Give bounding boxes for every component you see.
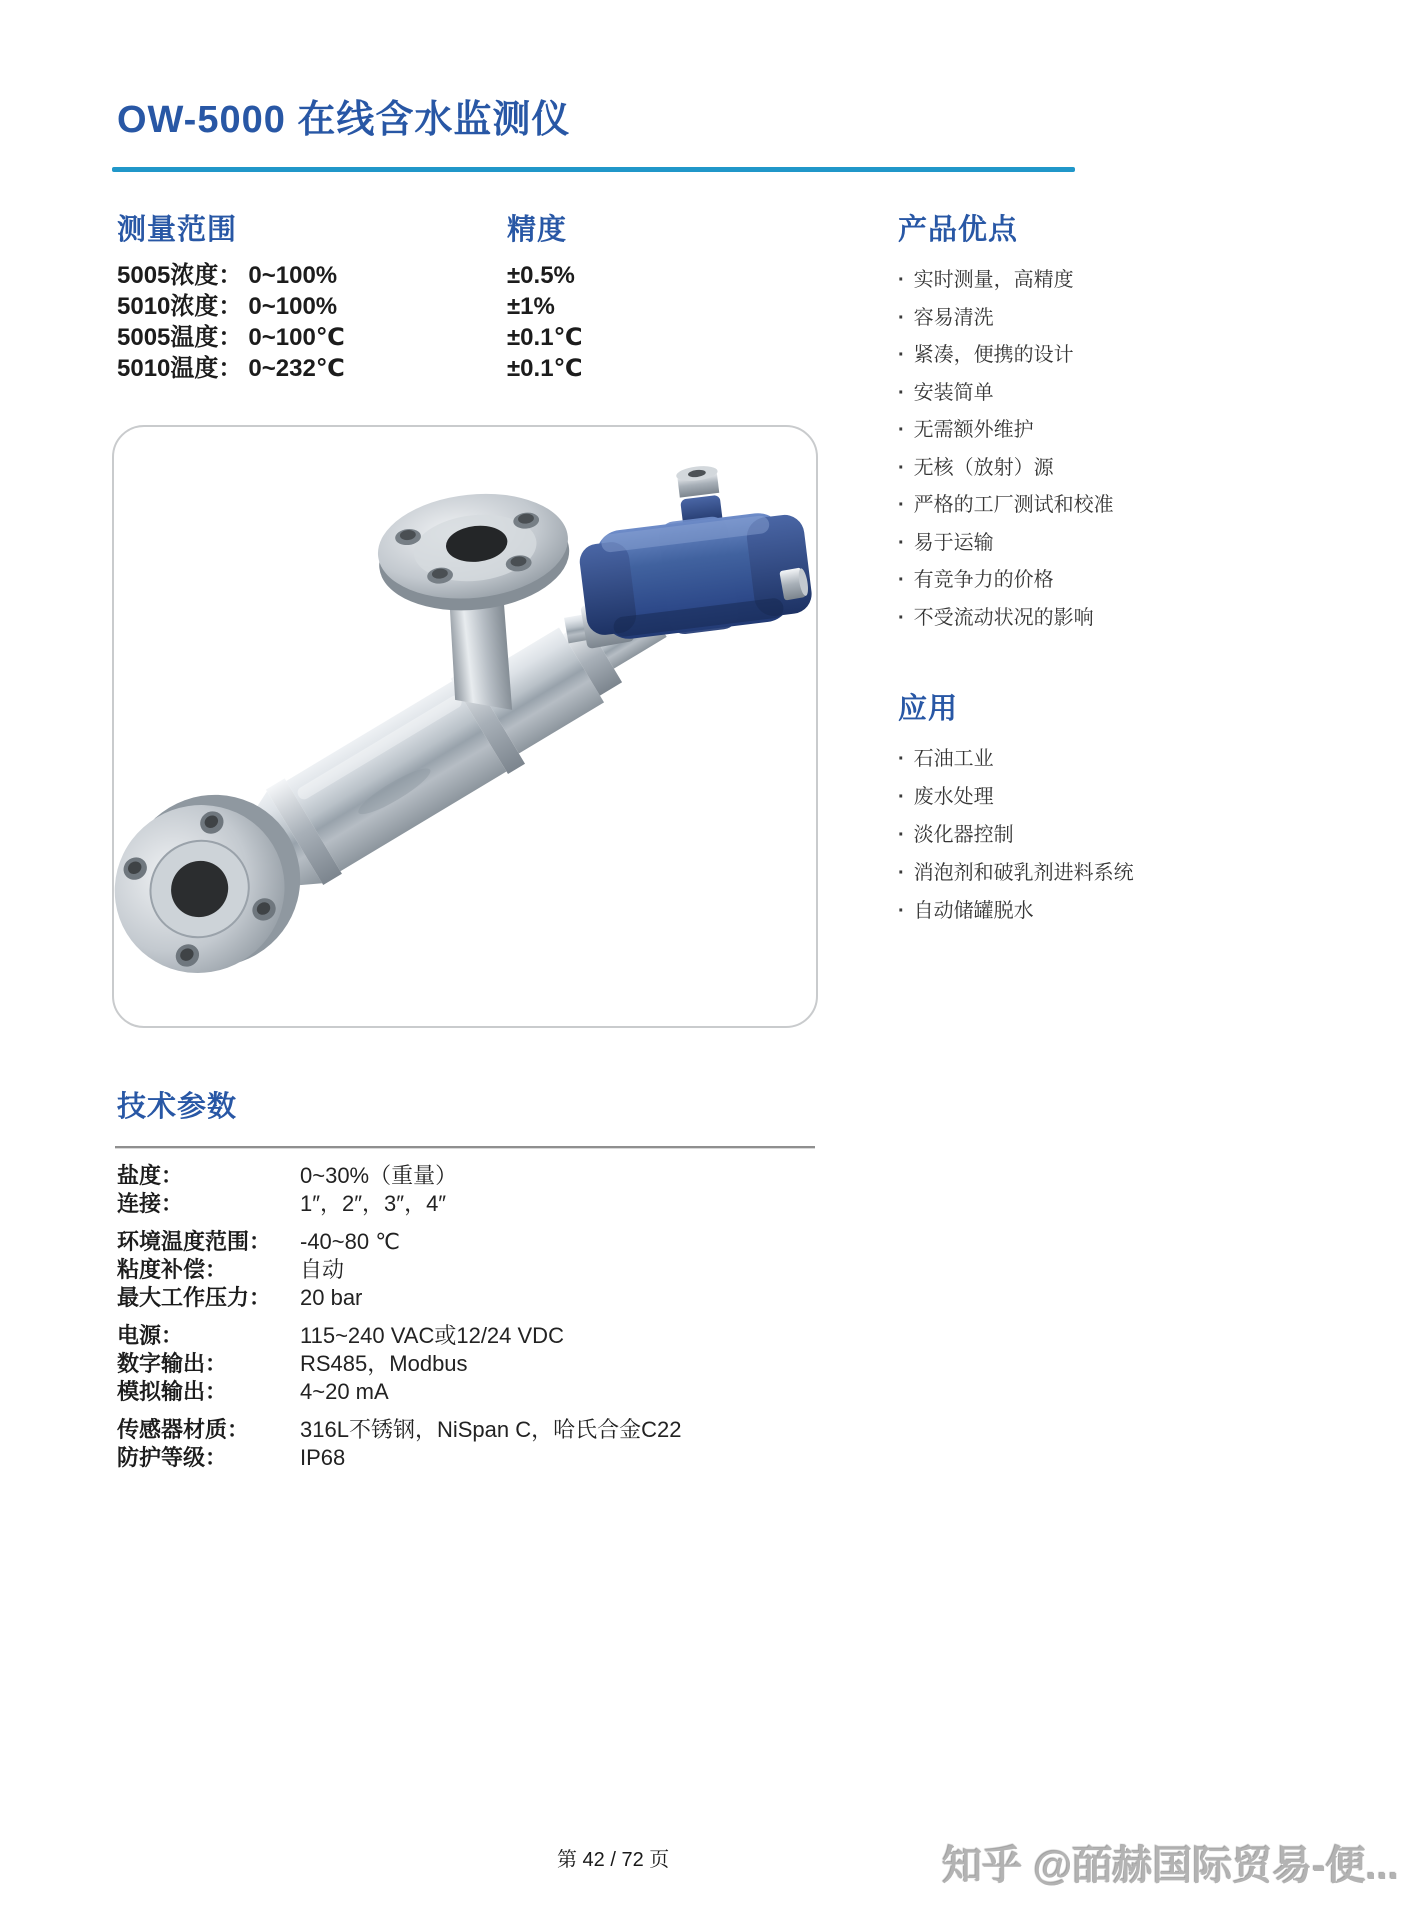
watermark: 知乎 @皕赫国际贸易-便... (942, 1844, 1399, 1888)
measurement-label: 5005浓度： (117, 262, 243, 289)
application-item: · 石油工业 (898, 740, 1134, 778)
accuracy-values (507, 260, 583, 384)
measurement-row (117, 291, 345, 322)
transmitter-housing (570, 454, 815, 645)
spec-label: 防护等级： (117, 1445, 228, 1470)
measurement-value: 0~232℃ (248, 355, 345, 382)
spec-label: 数字输出： (117, 1351, 228, 1376)
spec-row (117, 1322, 681, 1350)
spec-value: 20 bar (300, 1285, 363, 1310)
spec-row (117, 1416, 681, 1444)
spec-value: 1″，2″，3″，4″ (300, 1191, 447, 1216)
advantage-item: · 实时测量，高精度 (898, 262, 1114, 300)
accuracy-heading: 精度 (507, 214, 568, 246)
measurement-rows (117, 260, 345, 384)
advantage-item: · 无核（放射）源 (898, 450, 1114, 488)
advantage-item: · 无需额外维护 (898, 412, 1114, 450)
spec-row (117, 1162, 681, 1190)
application-item: · 废水处理 (898, 778, 1134, 816)
spec-row (117, 1284, 681, 1312)
applications-list (898, 740, 1134, 930)
accuracy-value: ±0.1℃ (507, 324, 583, 351)
spec-label: 传感器材质： (117, 1417, 250, 1442)
spec-value: 0~30%（重量） (300, 1163, 458, 1188)
spec-group-material (117, 1416, 681, 1472)
measurement-label: 5010浓度： (117, 293, 243, 320)
advantage-item: · 紧凑，便携的设计 (898, 337, 1114, 375)
spec-group-ranges (117, 1162, 681, 1218)
advantage-item: · 有竞争力的价格 (898, 562, 1114, 600)
specs-table (117, 1162, 681, 1482)
advantages-heading: 产品优点 (898, 214, 1019, 246)
advantages-list (898, 262, 1114, 637)
spec-group-electrical (117, 1322, 681, 1406)
product-image-box (112, 425, 818, 1028)
measurement-value: 0~100% (248, 262, 338, 289)
spec-value: IP68 (300, 1445, 346, 1470)
transmitter-cap (675, 464, 720, 498)
spec-value: 316L不锈钢，NiSpan C，哈氏合金C22 (300, 1417, 682, 1442)
page-number: 第 42 / 72 页 (557, 1849, 670, 1871)
measurement-row (117, 353, 345, 384)
spec-label: 模拟输出： (117, 1379, 228, 1404)
measurement-row (117, 260, 345, 291)
applications-heading: 应用 (898, 693, 959, 725)
measurement-row (117, 322, 345, 353)
specs-heading: 技术参数 (117, 1091, 238, 1123)
application-item: · 自动储罐脱水 (898, 892, 1134, 930)
accuracy-value: ±0.5% (507, 262, 575, 289)
spec-label: 连接： (117, 1191, 184, 1216)
spec-value: 4~20 mA (300, 1379, 389, 1404)
advantage-item: · 严格的工厂测试和校准 (898, 487, 1114, 525)
spec-label: 盐度： (117, 1163, 184, 1188)
application-item: · 淡化器控制 (898, 816, 1134, 854)
measurement-heading: 测量范围 (117, 214, 238, 246)
measurement-label: 5010温度： (117, 355, 243, 382)
accuracy-value: ±0.1℃ (507, 355, 583, 382)
measurement-value: 0~100℃ (248, 324, 345, 351)
advantage-item: · 安装简单 (898, 375, 1114, 413)
spec-value: 115~240 VAC或12/24 VDC (300, 1323, 564, 1348)
spec-row (117, 1350, 681, 1378)
spec-row (117, 1256, 681, 1284)
spec-row (117, 1228, 681, 1256)
title-underline (112, 167, 1075, 172)
spec-group-environment (117, 1228, 681, 1312)
spec-value: -40~80 ℃ (300, 1229, 400, 1254)
spec-row (117, 1190, 681, 1218)
spec-row (117, 1444, 681, 1472)
spec-label: 电源： (117, 1323, 184, 1348)
spec-label: 最大工作压力： (117, 1285, 272, 1310)
product-photo (114, 427, 816, 1026)
application-item: · 消泡剂和破乳剂进料系统 (898, 854, 1134, 892)
spec-value: 自动 (300, 1257, 345, 1282)
spec-label: 环境温度范围： (117, 1229, 272, 1254)
specs-divider (115, 1146, 815, 1149)
spec-value: RS485，Modbus (300, 1351, 468, 1376)
spec-row (117, 1378, 681, 1406)
advantage-item: · 不受流动状况的影响 (898, 600, 1114, 638)
measurement-label: 5005温度： (117, 324, 243, 351)
accuracy-value: ±1% (507, 293, 555, 320)
advantage-item: · 容易清洗 (898, 300, 1114, 338)
advantage-item: · 易于运输 (898, 525, 1114, 563)
measurement-value: 0~100% (248, 293, 338, 320)
page-title: OW-5000 在线含水监测仪 (117, 99, 571, 141)
spec-label: 粘度补偿： (117, 1257, 228, 1282)
